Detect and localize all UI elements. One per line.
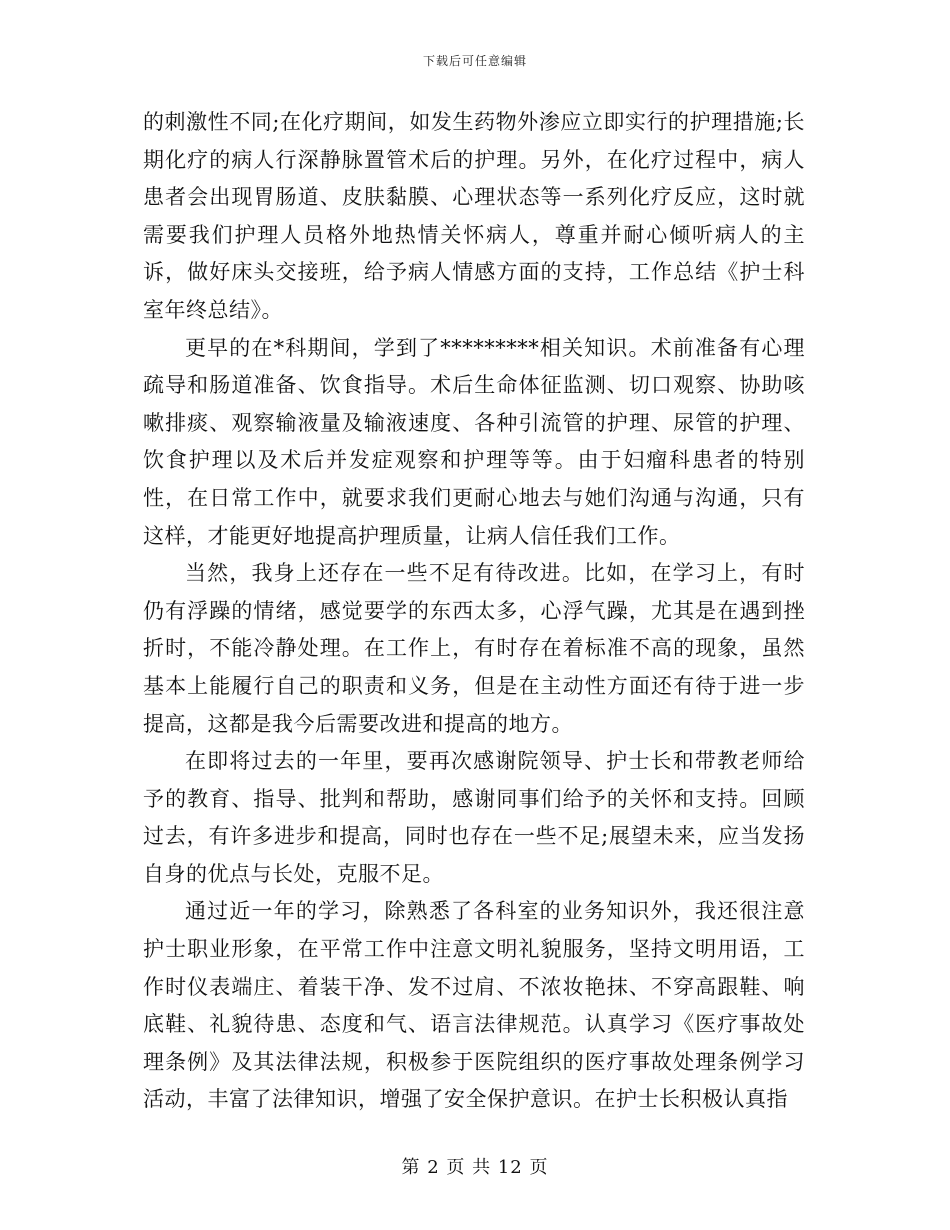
page-header: 下载后可任意编辑 [422,54,527,68]
document-body [143,104,805,1119]
paragraph-1: 的刺激性不同;在化疗期间，如发生药物外渗应立即实行的护理措施;长期化疗的病人行深静脉置管术后的护理。另外，在化疗过程中，病人患者会出现胃肠道、皮肤黏膜、心理状态等一系列化疗反应，这时就需要我们护理人员格外地热情关怀病人，尊重并耐心倾听病人的主诉，做好床头交接班，给予病人情感方面的支持，工作总结《护士科室年终总结》。 [143,110,805,322]
paragraph-3: 当然，我身上还存在一些不足有待改进。比如，在学习上，有时仍有浮躁的情绪，感觉要学的东西太多，心浮气躁，尤其是在遇到挫折时，不能冷静处理。在工作上，有时存在着标准不高的现象，虽然基本上能履行自己的职责和义务，但是在主动性方面还有待于进一步提高，这都是我今后需要改进和提高的地方。 [143,561,805,736]
paragraph-2: 更早的在*科期间，学到了*********相关知识。术前准备有心理疏导和肠道准备、饮食指导。术后生命体征监测、切口观察、协助咳嗽排痰、观察输液量及输液速度、各种引流管的护理、尿管的护理、饮食护理以及术后并发症观察和护理等等。由于妇瘤科患者的特别性，在日常工作中，就要求我们更耐心地去与她们沟通与沟通，只有这样，才能更好地提高护理质量，让病人信任我们工作。 [143,335,805,548]
page-footer: 第 2 页 共 12 页 [401,1157,549,1178]
paragraph-5: 通过近一年的学习，除熟悉了各科室的业务知识外，我还很注意护士职业形象，在平常工作中注意文明礼貌服务，坚持文明用语，工作时仪表端庄、着装干净、发不过肩、不浓妆艳抹、不穿高跟鞋、响底鞋、礼貌待患、态度和气、语言法律规范。认真学习《医疗事故处理条例》及其法律法规，积极参于医院组织的医疗事故处理条例学习活动，丰富了法律知识，增强了安全保护意识。在护士长积极认真指 [143,899,805,1112]
paragraph-4: 在即将过去的一年里，要再次感谢院领导、护士长和带教老师给予的教育、指导、批判和帮助，感谢同事们给予的关怀和支持。回顾过去，有许多进步和提高，同时也存在一些不足;展望未来，应当发扬自身的优点与长处，克服不足。 [143,749,805,886]
